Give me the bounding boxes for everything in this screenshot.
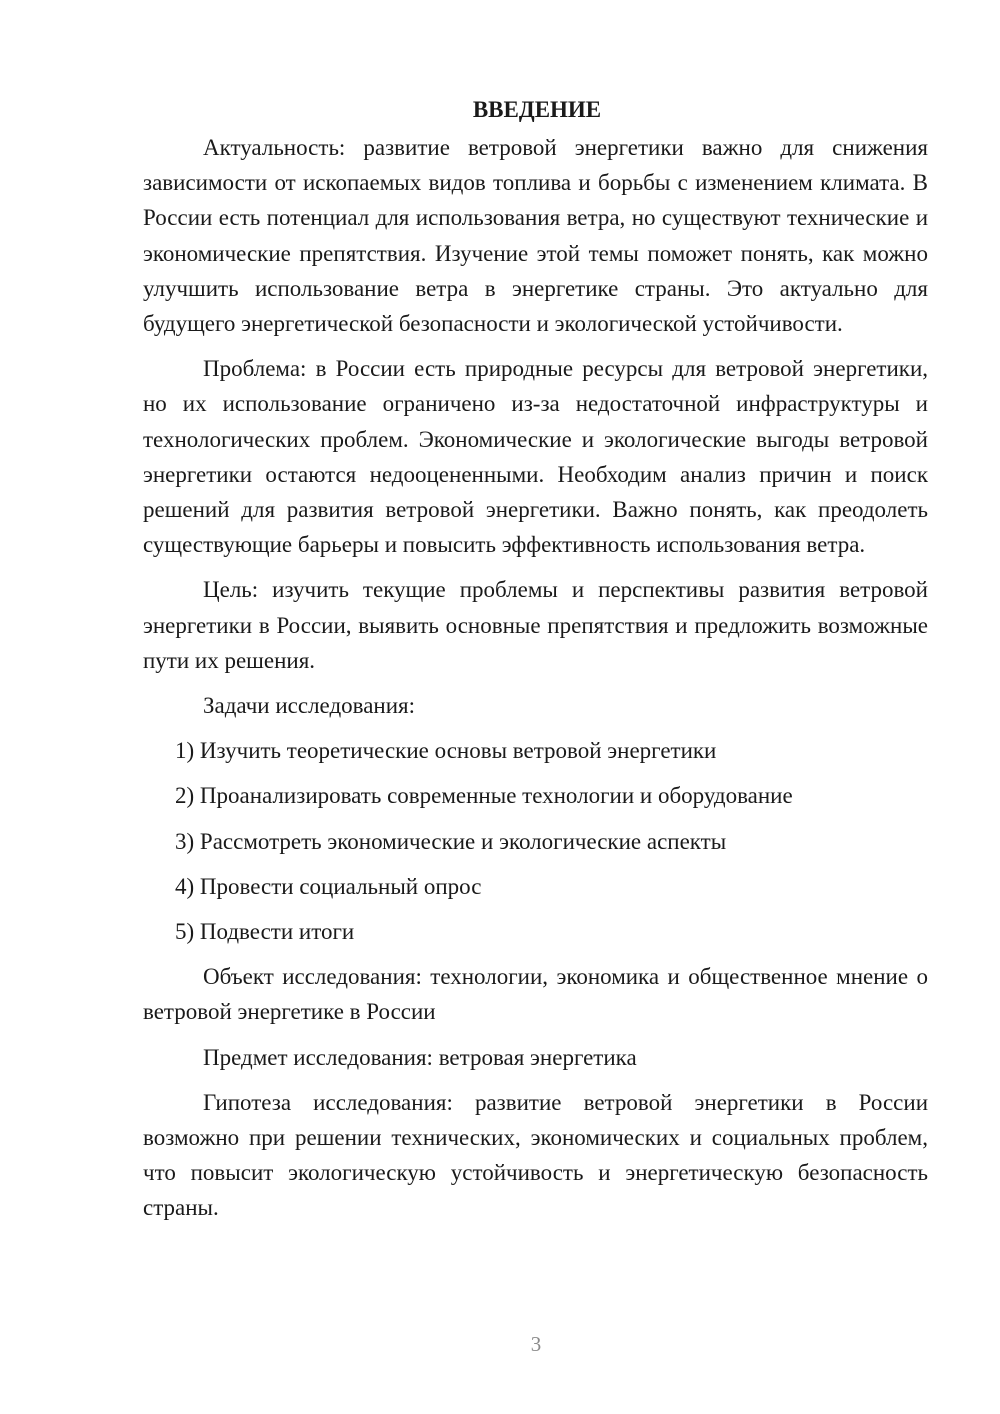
task-item-3: 3) Рассмотреть экономические и экологические аспекты [175,828,727,854]
task-item-1: 1) Изучить теоретические основы ветровой энергетики [175,738,717,764]
tasks-list [143,733,928,949]
document-page [143,92,928,1236]
paragraph-goal: Цель: изучить текущие проблемы и перспективы развития ветровой энергетики в России, выявить основные препятствия и предложить возможные пути их решения. [143,577,928,673]
task-item-2: 2) Проанализировать современные технологии и оборудование [175,783,793,809]
paragraph-hypothesis: Гипотеза исследования: развитие ветровой энергетики в России возможно при решении технических, экономических и социальных проблем, что повысит экологическую устойчивость и энергетическую безопасность страны. [143,1089,928,1221]
paragraph-object: Объект исследования: технологии, экономика и общественное мнение о ветровой энергетике в России [143,964,928,1025]
task-item-4: 4) Провести социальный опрос [175,873,482,899]
paragraph-subject: Предмет исследования: ветровая энергетика [203,1044,637,1070]
paragraph-problem: Проблема: в России есть природные ресурсы для ветровой энергетики, но их использование ограничено из-за недостаточной инфраструктуры и технологических проблем. Экономические и экологические выгоды ветровой энергетики остаются недооцененными. Необходим анализ причин и поиск решений для развития ветровой энергетики. Важно понять, как преодолеть существующие барьеры и повысить эффективность использования ветра. [143,356,928,558]
paragraph-relevance: Актуальность: развитие ветровой энергетики важно для снижения зависимости от ископаемых видов топлива и борьбы с изменением климата. В России есть потенциал для использования ветра, но существуют технические и экономические препятствия. Изучение этой темы поможет понять, как можно улучшить использование ветра в энергетике страны. Это актуально для будущего энергетической безопасности и экологической устойчивости. [143,135,928,337]
task-item-5: 5) Подвести итоги [175,919,355,945]
page-title: ВВЕДЕНИЕ [472,97,602,122]
page-number: 3 [530,1332,542,1356]
tasks-heading: Задачи исследования: [203,693,416,719]
